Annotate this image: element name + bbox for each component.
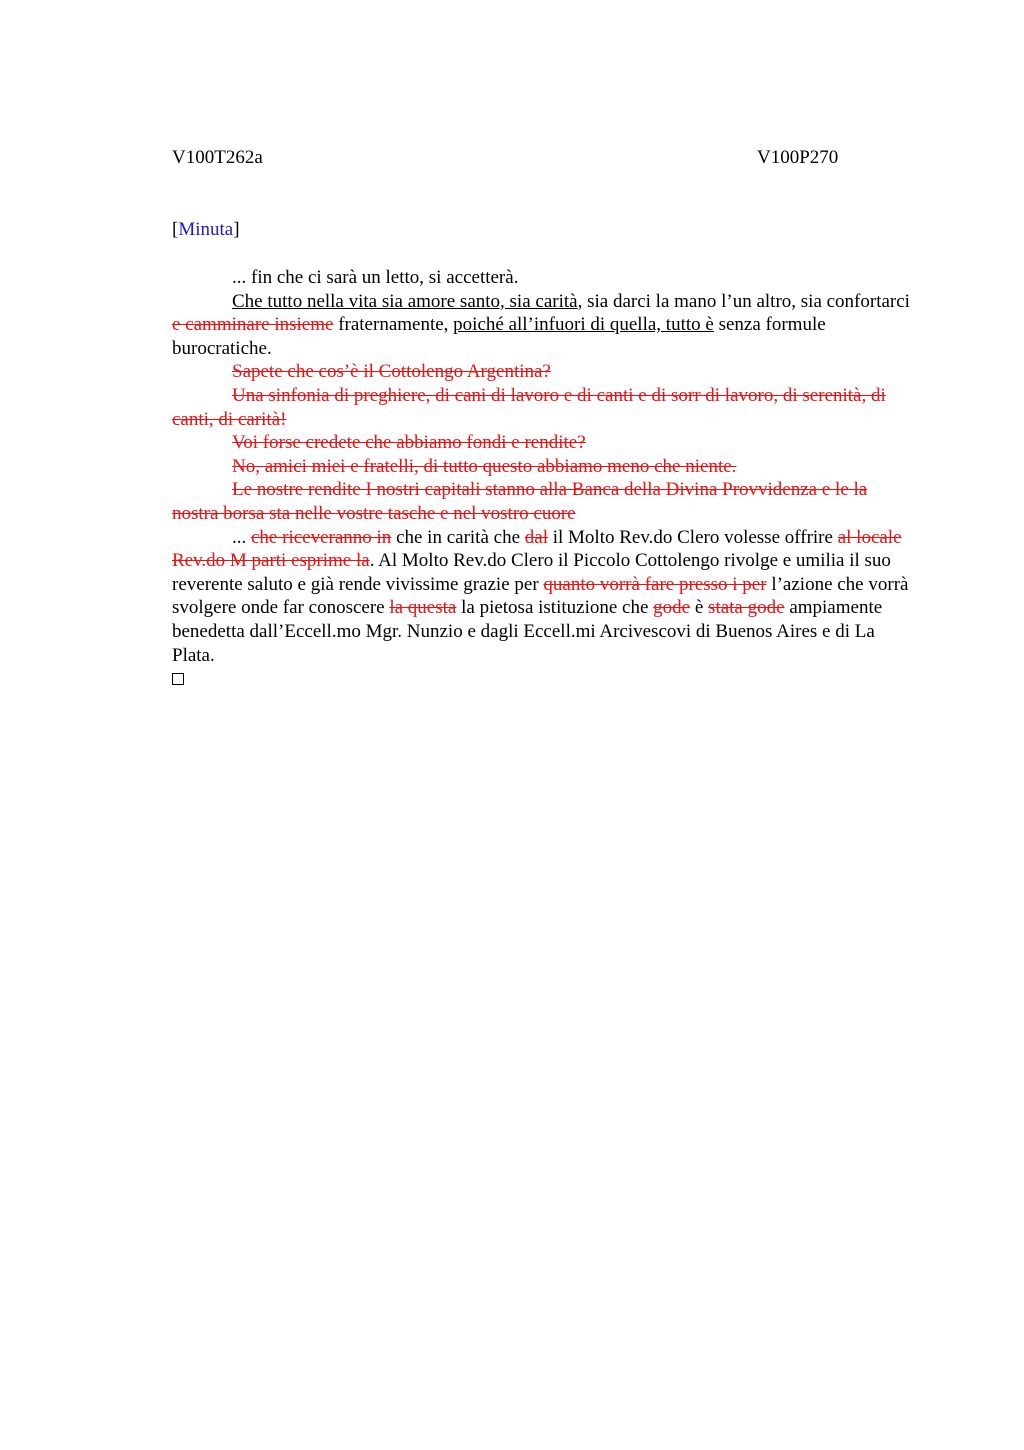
text-segment: fraternamente, <box>333 314 454 336</box>
end-marker-line <box>172 667 912 692</box>
deleted-text: Voi forse credete che abbiamo fondi e rendite? <box>232 432 586 454</box>
underlined-text: poiché all’infuori di quella, tutto è <box>453 314 714 336</box>
text-segment: la pietosa istituzione che <box>456 597 654 619</box>
deleted-text: No, amici miei e fratelli, di tutto questo abbiamo meno che niente. <box>232 455 737 477</box>
deleted-text: e camminare insieme <box>172 314 334 336</box>
deleted-text: al locale Rev.do M parti esprime la <box>172 526 902 572</box>
text-segment: è <box>690 597 709 619</box>
deleted-text: Le nostre rendite I nostri capitali stanno alla Banca della Divina Provvidenza e le la nostra borsa sta nelle vostre tasche e nel vostro cuore <box>172 479 868 524</box>
text-segment: l’azione che vorrà svolgere onde far conoscere <box>172 573 909 619</box>
paragraph-8 <box>172 526 912 668</box>
paragraph-4 <box>172 384 912 431</box>
deleted-text: dal <box>524 526 548 548</box>
paragraph-7 <box>172 478 912 525</box>
text-segment: senza formule burocratiche. <box>172 314 826 359</box>
deleted-text: la questa <box>389 597 457 619</box>
underlined-text: Che tutto nella vita sia amore santo, sia carità <box>232 290 578 312</box>
paragraph-5 <box>172 431 912 455</box>
deleted-text: stata gode <box>708 597 785 619</box>
document-code-left: V100T262a <box>172 147 263 168</box>
deleted-text: Una sinfonia di preghiere, di cani di lavoro e di canti e di sorr di lavoro, di serenità, di canti, di carità! <box>172 384 886 430</box>
text-segment: ampiamente benedetta dall’Eccell.mo Mgr. Nunzio e dagli Eccell.mi Arcivescovi di Buenos Aires e di La Plata. <box>172 597 883 666</box>
paragraph-6 <box>172 455 912 479</box>
document-type-label <box>172 218 240 242</box>
paragraph-2 <box>172 290 912 361</box>
deleted-text: che riceveranno in <box>251 526 392 548</box>
minuta-link[interactable]: Minuta <box>178 219 234 240</box>
text-segment: ... fin che ci sarà un letto, si accetterà. <box>232 267 519 288</box>
text-segment: che in carità che <box>391 526 525 548</box>
deleted-text: gode <box>653 597 691 619</box>
text-segment: , sia darci la mano l’un altro, sia confortarci <box>577 290 910 312</box>
text-segment: il Molto Rev.do Clero volesse offrire <box>547 526 838 548</box>
square-outline-icon <box>172 673 184 685</box>
paragraph-3 <box>172 360 912 384</box>
deleted-text: quanto vorrà fare presso i per <box>543 573 767 595</box>
document-body <box>172 266 912 692</box>
deleted-text: Sapete che cos’è il Cottolengo Argentina? <box>232 361 551 383</box>
text-segment: ... <box>232 526 251 548</box>
document-code-right: V100P270 <box>757 147 839 168</box>
paragraph-1 <box>172 266 912 290</box>
text-segment: . Al Molto Rev.do Clero il Piccolo Cottolengo rivolge e umilia il suo reverente saluto e già rende vivissime grazie per <box>172 550 891 595</box>
label-bracket-open: [ <box>172 219 179 240</box>
label-bracket-close: ] <box>233 219 240 240</box>
